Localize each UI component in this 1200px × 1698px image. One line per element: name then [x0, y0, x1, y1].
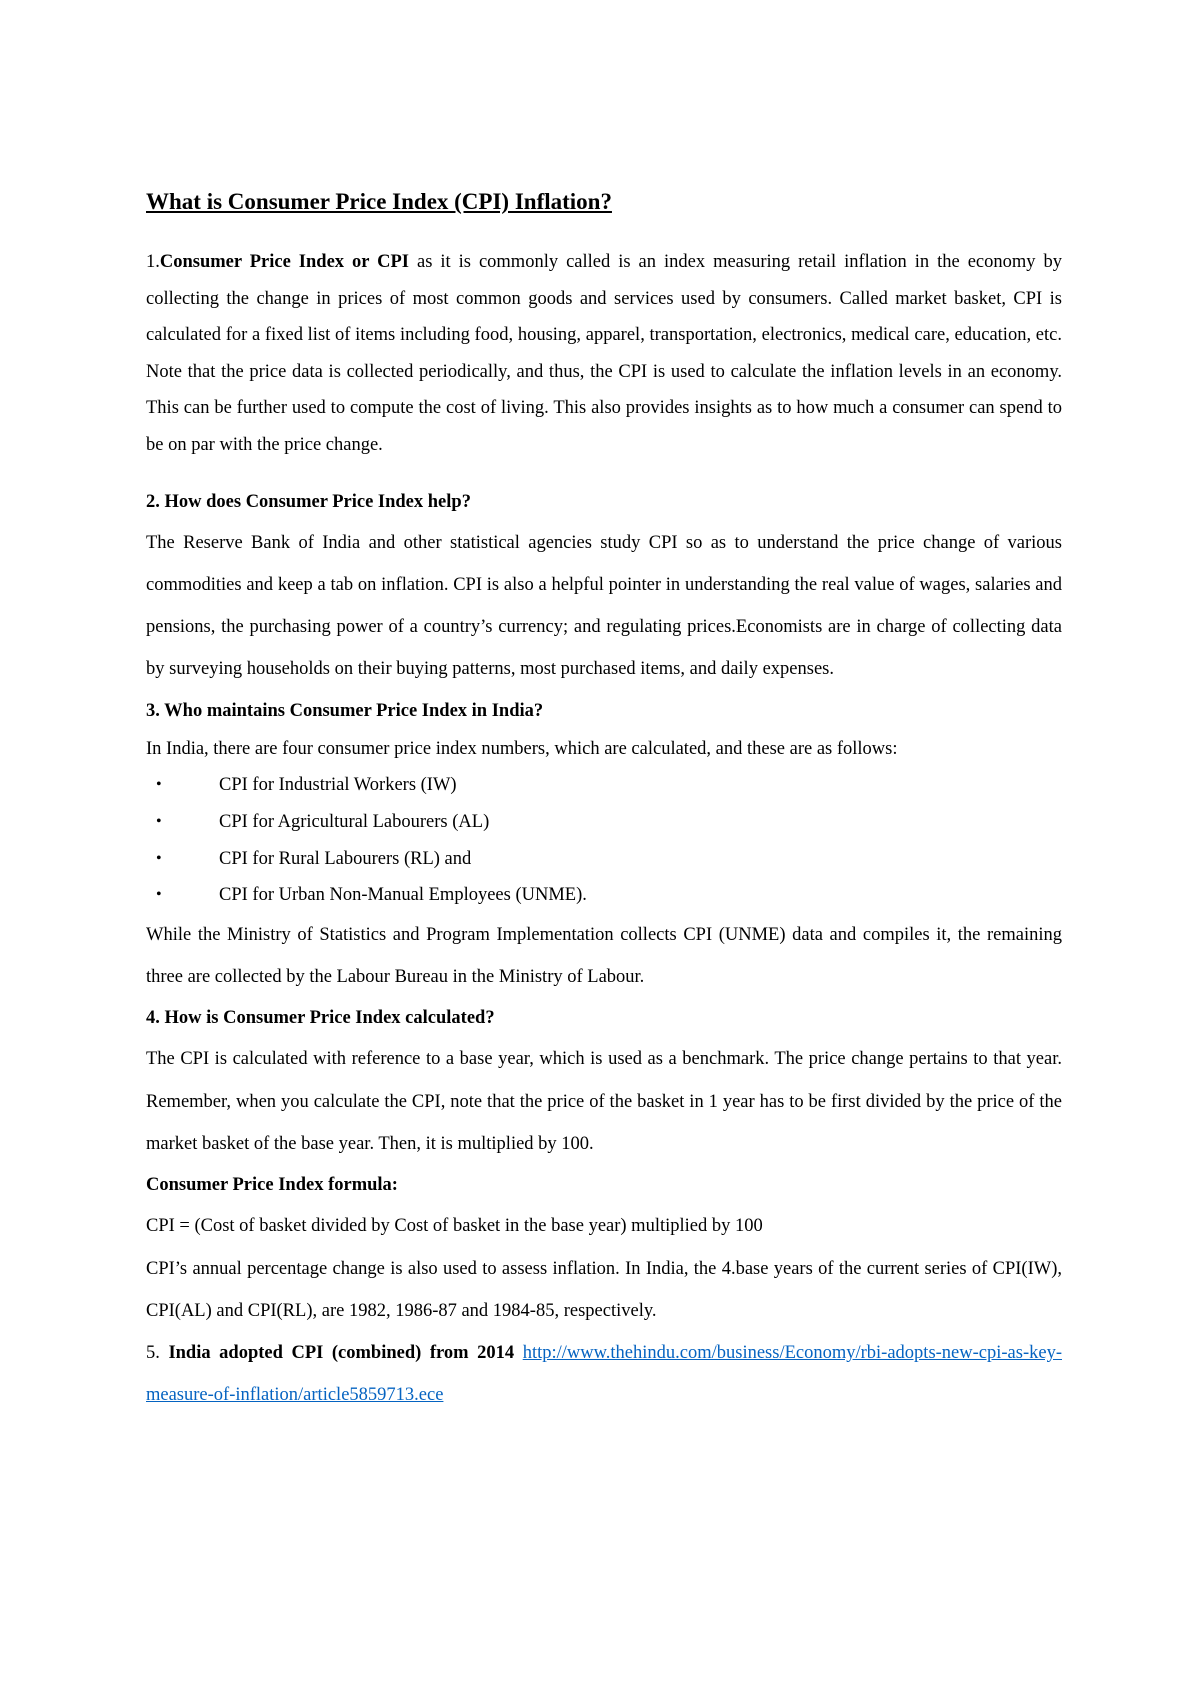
bullet-icon: • [156, 776, 162, 794]
bullet-icon: • [156, 812, 162, 830]
cpi-formula: CPI = (Cost of basket divided by Cost of basket in the base year) multiplied by 100 [146, 1216, 763, 1237]
section-5-number: 5. [146, 1343, 169, 1364]
section-1-paragraph [146, 244, 1062, 464]
list-item: • CPI for Urban Non-Manual Employees (UNME). [146, 877, 1062, 914]
document-page [146, 182, 1062, 1417]
section-2-heading: 2. How does Consumer Price Index help? [146, 491, 471, 512]
section-3-outro: While the Ministry of Statistics and Program Implementation collects CPI (UNME) data and compiles it, the remaining three are collected by the Labour Bureau in the Ministry of Labour. [146, 924, 1062, 988]
section-3-intro: In India, there are four consumer price index numbers, which are calculated, and these are as follows: [146, 738, 898, 759]
section-4-heading: 4. How is Consumer Price Index calculated? [146, 1008, 495, 1029]
cpi-types-list [146, 767, 1062, 913]
section-2-paragraph: The Reserve Bank of India and other statistical agencies study CPI so as to understand the price change of various commodities and keep a tab on inflation. CPI is also a helpful pointer in understanding the real value of wages, salaries and pensions, the purchasing power of a country’s currency; and regulating prices.Economists are in charge of collecting data by surveying households on their buying patterns, most purchased items, and daily expenses. [146, 532, 1062, 680]
section-1-text: as it is commonly called is an index measuring retail inflation in the economy by collecting the change in prices of most common goods and services used by consumers. Called market basket, CPI is calculated for a fixed list of items including food, housing, apparel, transportation, electronics, medical care, education, etc. Note that the price data is collected periodically, and thus, the CPI is used to calculate the inflation levels in an economy. This can be further used to compute the cost of living. This also provides insights as to how much a consumer can spend to be on par with the price change. [146, 252, 1063, 455]
thehindu-article-link[interactable]: http://www.thehindu.com/business/Economy/rbi-adopts-new-cpi-as-key-measure-of-inflation/article5859713.ece [146, 1343, 1062, 1406]
section-3-heading: 3. Who maintains Consumer Price Index in India? [146, 700, 544, 721]
section-1-number: 1. [146, 252, 160, 272]
document-title: What is Consumer Price Index (CPI) Inflation? [146, 189, 612, 214]
section-5-paragraph [146, 1332, 1062, 1417]
formula-heading: Consumer Price Index formula: [146, 1175, 398, 1196]
list-item: • CPI for Agricultural Labourers (AL) [146, 804, 1062, 841]
section-4-paragraph: The CPI is calculated with reference to a base year, which is used as a benchmark. The price change pertains to that year. Remember, when you calculate the CPI, note that the price of the basket in 1 year has to be first divided by the price of the market basket of the base year. Then, it is multiplied by 100. [146, 1049, 1062, 1154]
list-item: • CPI for Rural Labourers (RL) and [146, 841, 1062, 878]
bullet-icon: • [156, 886, 162, 904]
list-item: • CPI for Industrial Workers (IW) [146, 767, 1062, 804]
section-5-bold-text: India adopted CPI (combined) from 2014 [168, 1343, 515, 1364]
bullet-icon: • [156, 849, 162, 867]
section-1-bold-term: Consumer Price Index or CPI [159, 252, 409, 272]
section-4-annual-change: CPI’s annual percentage change is also used to assess inflation. In India, the 4.base years of the current series of CPI(IW), CPI(AL) and CPI(RL), are 1982, 1986-87 and 1984-85, respectively. [146, 1258, 1062, 1321]
